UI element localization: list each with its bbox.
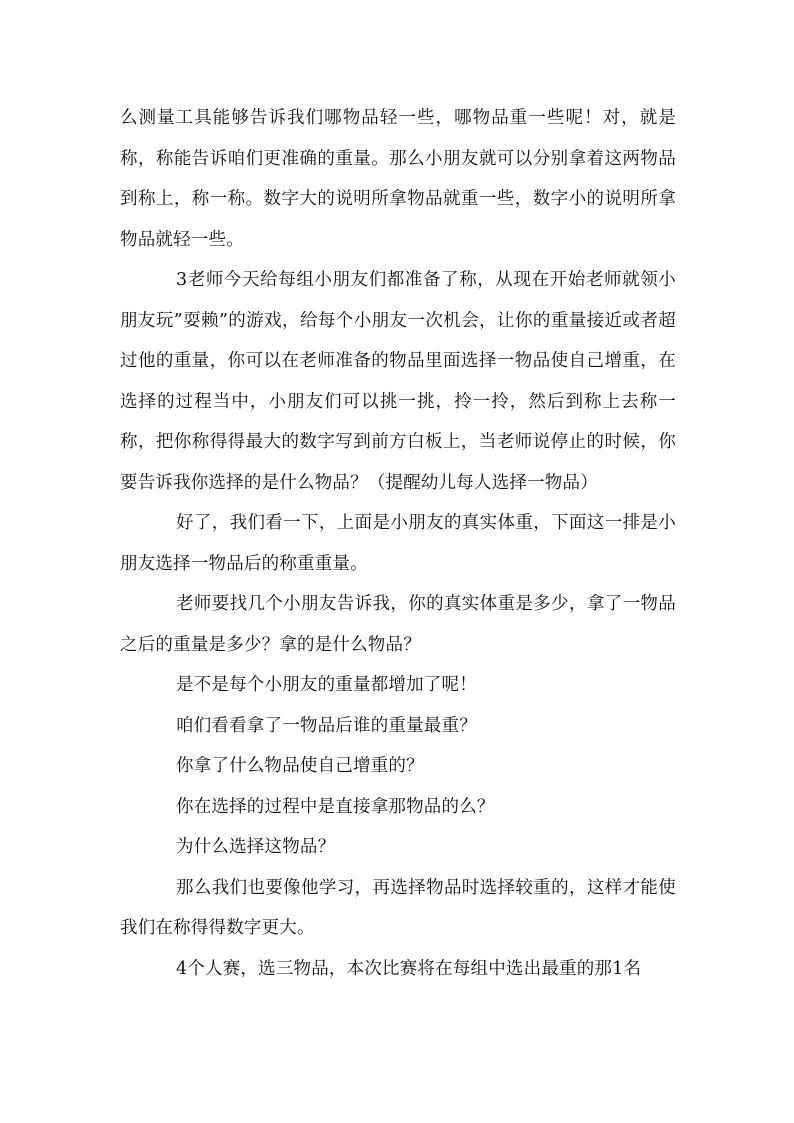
paragraph-question-3: 你拿了什么物品使自己增重的？ (176, 756, 424, 776)
paragraph-teacher-question: 老师要找几个小朋友告诉我，你的真实体重是多少，拿了一物品之后的重量是多少？拿的是什么物品？ (120, 594, 676, 655)
paragraph-weight-comparison: 好了，我们看一下，上面是小朋友的真实体重，下面这一排是小朋友选择一物品后的称重重量。 (120, 513, 676, 574)
paragraph-question-4: 你在选择的过程中是直接拿那物品的么？ (176, 796, 495, 817)
paragraph-step-4: 4个人赛，选三物品，本次比赛将在每组中选出最重的那1名 (176, 958, 642, 979)
paragraph-question-5: 为什么选择这物品？ (176, 837, 336, 857)
document-body (120, 98, 676, 989)
paragraph-continuation: 么测量工具能够告诉我们哪物品轻一些，哪物品重一些呢！对，就是称，称能告诉咱们更准确的重量。那么小朋友就可以分别拿着这两物品到称上，称一称。数字大的说明所拿物品就重一些，数字小的说明所拿物品就轻一些。 (120, 108, 676, 250)
paragraph-question-1: 是不是每个小朋友的重量都增加了呢！ (176, 675, 477, 695)
paragraph-step-3: 3老师今天给每组小朋友们都准备了称，从现在开始老师就领小朋友玩”耍赖”的游戏，给每个小朋友一次机会，让你的重量接近或者超过他的重量，你可以在老师准备的物品里面选择一物品使自己增重，在选择的过程当中，小朋友们可以挑一挑，拎一拎，然后到称上去称一称，把你称得得最大的数字写到前方白板上，当老师说停止的时候，你要告诉我你选择的是什么物品？（提醒幼儿每人选择一物品） (120, 270, 676, 493)
paragraph-conclusion: 那么我们也要像他学习，再选择物品时选择较重的，这样才能使我们在称得得数字更大。 (120, 877, 676, 938)
paragraph-question-2: 咱们看看拿了一物品后谁的重量最重？ (176, 715, 477, 736)
